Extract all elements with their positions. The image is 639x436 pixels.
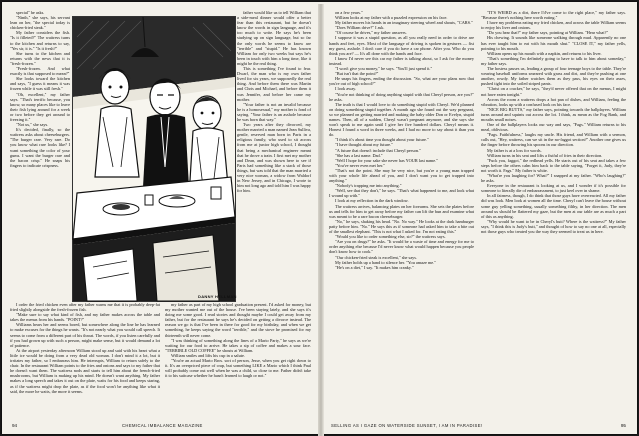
book-gutter	[318, 4, 324, 436]
paragraph: "Does William drive?" I ask.	[335, 25, 385, 31]
paragraph: "Why would he want to be in Cheryl's butt? Where is the waitress?" My father says, "I think this is Judy's butt," and thought of how to say no one at all, especially not those guys who treated you the way they seemed to treat us in here.	[481, 218, 626, 235]
paragraph: William smiles and lifts his cup in a salute.	[171, 352, 245, 358]
paragraph: "Fuck you, faggot," the redhead yells. He starts out of his seat and takes a few steps before the others calm him back to the table saying, "Forget it, Judy, they're not worth it. Fags." My father is white.	[481, 157, 626, 173]
running-head-right: SELLING AS I GAZE ON WATERSIDE SUNSET, I AM IN PARADISE!	[331, 423, 483, 428]
paragraph: Across the room a waitress drops a hot pan of dishes, and William, feeling the vibration, looks up with a confused look on his face.	[481, 96, 626, 107]
paragraph: "Do you hear that?" my father says, pointing at William. "Hear what?"	[487, 30, 609, 36]
paragraph: my father as part of my high school graduation present. I'd asked for money, but my mother wanted me out of the house. I've been staying lately, and she says it's doing me some good. I read stories and thought maybe I could get away from my father, but for the restaurant he says he's decided on getting a divorce instead. The reason we go is that I've been in there for good for my birthday, and when we get something, he keeps saying the word "terrible," and the stove he promised for my thirteenth will never come.	[165, 302, 311, 338]
paragraph: I order the fried chicken even after my father warns me that it is probably deep-fat fried slightly alongside the fresh-frozen fish.	[10, 302, 160, 313]
left-page-column-bottom	[10, 302, 160, 418]
running-head-left: CHEMICAL IMBALANCE MAGAZINE	[122, 423, 203, 428]
paragraph: She turns to the kitchen and returns with the news that it is "fresh-frozen."	[10, 50, 70, 66]
paragraph: One of the ballplayers looks our way and says, "Fags." William returns to his meal, oblivious.	[481, 122, 626, 133]
paragraph: "Not us," she says.	[16, 122, 49, 128]
paragraph: "Are you on drugs?" he asks. "It would be a waste of time and energy for me to order anything else because I'd never know what would happen because you people don't know how to cook."	[329, 239, 474, 255]
paragraph: The waitress arrives, balancing plates on her forearms. She sets the plates before us and tells for him to get away before my father can lift the bun and examine what was meant to be a rare bacon cheeseburger.	[329, 203, 474, 219]
paragraph: "IT'S WEIRD as a dirt, there I'd've come to the right place," my father says. "Because there's nothing here worth eating."	[481, 10, 626, 21]
paragraph: "Our chicken-fried steak is excellent," she says.	[335, 254, 418, 260]
paragraph: This is something I've found to fear. Dwarf, the man who is my own father lived for six years, we supposedly the real thing. And before them there was Martin and Chris and Michael, and before them it was Jennifer, and before her came my mother.	[237, 66, 311, 102]
paragraph: "Nobody's trapping me into anything."	[335, 183, 402, 189]
paragraph: It's decided, finally, so the waitress asks about cheeseburgers. "The burger rare. Very rare. Do you know what rare looks like? I want something the color of your gums. I want the burger rare and the bacon crisp." He snaps his fingers to indicate crispness.	[10, 127, 70, 168]
paragraph: "Christ on a cracker," he says, "they'd never offered that on the menus, I might not have eaten tonight."	[481, 86, 626, 97]
paragraph: "That's something I'm definitely going to have to talk to him about someday," my father says.	[481, 55, 626, 66]
paragraph: She looks toward the kitchen and says, "I guess it means it was frozen while it was still fresh."	[10, 76, 70, 92]
paragraph: My father holds up a hand to silence her. "You amaze me."	[335, 259, 437, 265]
paragraph: Everyone in the restaurant is looking at us, and I wonder if it's possible for someone to literally die of embarrassment, to just keel over in shame.	[481, 183, 626, 194]
paragraph: "Well I hope for your sake she never has YOUR last name."	[335, 157, 438, 163]
paragraph: "Make sure to say what kind of fish, and my father makes across the table and takes the menus from his hands. "POINT?"	[10, 312, 160, 323]
paragraph: I suppose it was a stupid question, as all you really need in order to drive are hands and feet, eyes. Most of the language of driving is spoken in gestures — fist my guest, asshole. I don't care if you do have a car phone. After you. Who do you think you are? — It's all done with the hands and face.	[329, 35, 474, 56]
paragraph: "I was thinking of something along the lines of a Mario Party," he says as we're waiting for our food to arrive. He takes a sip of coffee and makes a sour face. "TERRIBLE OLD COFFEE" he shouts at William.	[165, 337, 311, 353]
illustration-drawing	[73, 17, 235, 301]
paragraph: I have my problems eating my fried chicken, and across the table William seems to enjoy his liver and onions.	[481, 20, 626, 31]
left-page-column-right-top	[237, 10, 311, 194]
paragraph: I look away.	[335, 86, 357, 92]
paragraph: I know I'd never see this car my father is talking about, so I ask for the money instead.	[329, 55, 474, 66]
paragraph: My father is at a loss for words.	[487, 147, 542, 153]
paragraph: The hostess passes us, leading a group of four teenage boys to the table. They're wearing baseball uniforms smeared with grass and dirt, and they're pushing at one another, rowdy. My father watches them as they pass, his eyes on their asses, pushed tight into the soiled striped pants.	[481, 66, 626, 87]
paragraph: special" he asks.	[16, 10, 45, 15]
paragraph: "You're not thinking of doing anything stupid with that Cheryl person, are you?" he asks.	[329, 91, 474, 102]
paragraph: "You've never even met her."	[335, 162, 386, 168]
right-page-column-right	[481, 10, 626, 418]
paragraph: "He's on a diet," I say. "It makes him cranky."	[335, 264, 414, 270]
paragraph: The truth is that I would love to do something stupid with Cheryl. We'd planned on doing something stupid together. A month ago she found out the way pregnant, so we planned on getting married and making the baby older Don or Evelyn, stupid names. Then, all of a sudden, Cheryl wasn't pregnant anymore, and she says she won't speak to me again until I give her five hundred dollars. Cheryl means it. Honest I found a word in three weeks, and I had no more to say about it than you do.	[329, 101, 474, 138]
paragraph: "No," he says, shaking his head. "No. No way." He looks at the dark hamburger patty before him. "No." He says this as if someone had asked him to take a bite out of the smallest elephant. "This is not what I asked for. I'm not eating this."	[329, 218, 474, 235]
paragraph: "Your father is not an invalid because he is a homosexual," my mother is fond of saying. "Your father is an asshole because he was born that way."	[237, 101, 311, 122]
paragraph: "I think it's about time you thought about your future."	[335, 137, 429, 143]
paragraph: "Oh, excellent," my father says. "That's terrific because, you know, so many places like to leave their fish lying around for a week or two before they get around to freezing it."	[10, 91, 70, 122]
magazine-spread	[2, 2, 637, 434]
paragraph: "Fresh-frozen. And what exactly is that supposed to mean?"	[10, 66, 70, 77]
paragraph: I look at my reflection in the dark window.	[335, 198, 409, 204]
paragraph: "I have thought about my future."	[335, 142, 393, 148]
paragraph: "Fags. Faithfulness," laughs my uncle. His friend, and William with a sermon, calls out, "Hey, waitress, can we sit in the no-faggot section?" Another one gives us the finger before throwing his spoons in our direction.	[481, 132, 626, 148]
paragraph: He snaps his fingers, ending the discussion. "So, what are your plans now that you're out of high school?"	[329, 76, 474, 87]
paragraph: on a few years."	[335, 10, 363, 15]
paragraph: William turns in his seat and lifts a fistful of fries in their direction.	[487, 152, 603, 158]
paragraph: "That's not the point. She may be very nice, but you're a young man trapped with your whole life ahead of you, and I don't want you to get trapped into anything."	[329, 167, 474, 184]
paragraph: "You're an actual Mario Bros. sort of person, Jesse, when you get right down to it. It's an overpriced piece of crap, but something LIKE a Mario which I think Paul will probably come out well when he was a child, so close to me. Father didn't take it to his suitcase whether he hasn't learned to laugh or not."	[165, 358, 311, 379]
paragraph: "I won't give you money," he says. "You'll just spend it."	[335, 66, 433, 72]
left-page	[2, 2, 319, 434]
right-page	[319, 2, 636, 434]
paragraph: At the airport yesterday afternoon William stood up and said with his heart what a little ice would be doing from a very dead old woman. I don't mind it a lot, but it irritates my father, so I embarrass him. He interrupts, William to return safely to the chair. In the restaurant William points to the fries and onions and says to my father that he doesn't want them. The waitress nods and starts to tell him about the french-fried mushrooms, but William is making up his mind. He doesn't want anything. My father makes a long speech and takes it out on the plate, waits for his food and keeps staring, as if the waitress might drop the plate, as if the food won't be anything like what it said, the more he waits, the more it seems.	[10, 347, 160, 394]
paragraph: "A future that doesn't include that Cheryl person."	[335, 147, 421, 153]
paragraph: "Well, see that they don't," he says. "That's what happened to me, and look what I wound up with."	[329, 188, 474, 199]
paragraph: Two years after they divorced, my mother married a man named Jean Sulliva, gentle, reserved man born in Paris in a religious family, who used to sit across from me at junior high school, I thought that being a mechanical engineer meant that he drove a train. I first met my mother and Dean, and was shown here to see if Paris had something like a stack of those things, but was told that the man married a very nice woman, a widow from Waldorf in New Jersey, and in Chicago, I wrote to him not long ago and told him I was happy for him.	[237, 122, 311, 194]
paragraph: "NICE BIG BUTTS," my father says, pointing towards the ballplayers. William turns around and squints out across the lot. I think, as mean as the Fog Bank, and mouths small noises.	[481, 106, 626, 122]
paragraph: "Ninth," she says, his servant lean on her, "the special today is chicken-fried steak."	[10, 15, 70, 31]
paragraph: "Would you like to order something else, sir?" the waitress says.	[335, 234, 446, 240]
page-number-right: 95	[620, 423, 626, 428]
left-page-column-below-art	[165, 302, 311, 418]
illustration-credit: DANNY HELLMAN	[198, 294, 237, 299]
paragraph: My father moves his hands in an imaginary steering wheel and shouts, "CARS."	[335, 20, 473, 26]
paragraph: In all fairness, though, I do think that those guys have overreacted. All my father did was look. Men look at women all the time. Cheryl can't leave the house without some guy yelling something, usually something filthy, in her direction. The men around us should be flattered my gaze, but the men at our table are as much a part of this as anything.	[481, 193, 626, 219]
page-number-left: 94	[12, 423, 18, 428]
paragraph: William opens up his mouth with a napkin, and returns to his liver.	[487, 50, 602, 56]
paragraph: "She has a last name. Dad."	[335, 152, 383, 158]
paragraph: Williams hears her and seems bored, but somewhere along the line he has learned to make excuses for the things he wants. "It's not nearly what you would call speech. It seems to come from a different part of his throat. The words, if you listen carefully and if you had grown up with such a person, might make sense, but it would demand a lot of patience.	[10, 322, 160, 348]
paragraph: My father considers the fish. "Is it filleted?" The waitress turns to the kitchen and returns to say, "Yes sir, it is." "Is it fresh?"	[10, 30, 70, 51]
right-page-column-left	[329, 10, 474, 418]
diner-illustration	[72, 16, 236, 302]
paragraph: "But isn't that the point?"	[335, 71, 379, 77]
paragraph: His chewing. It sounds like someone walking through mud. Apparently no one has ever taught him to eat with his mouth shut." "CLOSE IT," my father yells, pointing to his mouth.	[481, 35, 626, 51]
paragraph: "What're you laughing for? What?" I snapped at my father. "Who's laughing?" he asks.	[481, 173, 626, 184]
paragraph: father would like us to tell William that a side-meal dinner would offer a better fear than this restaurant, but he doesn't know the words in sign language, and it's too much to write. He says he's been studying up on sign language, but so far the only words he seems to know are "terrible" and "stupid." He has known William for only two weeks but says he's been in touch with him a long time, like it might be the real thing.	[237, 10, 311, 66]
paragraph: "Of course he drives," my father answers.	[335, 30, 407, 36]
left-page-column-top	[10, 10, 70, 206]
paragraph: William looks at my father with a puzzled expression on his face.	[335, 15, 448, 21]
